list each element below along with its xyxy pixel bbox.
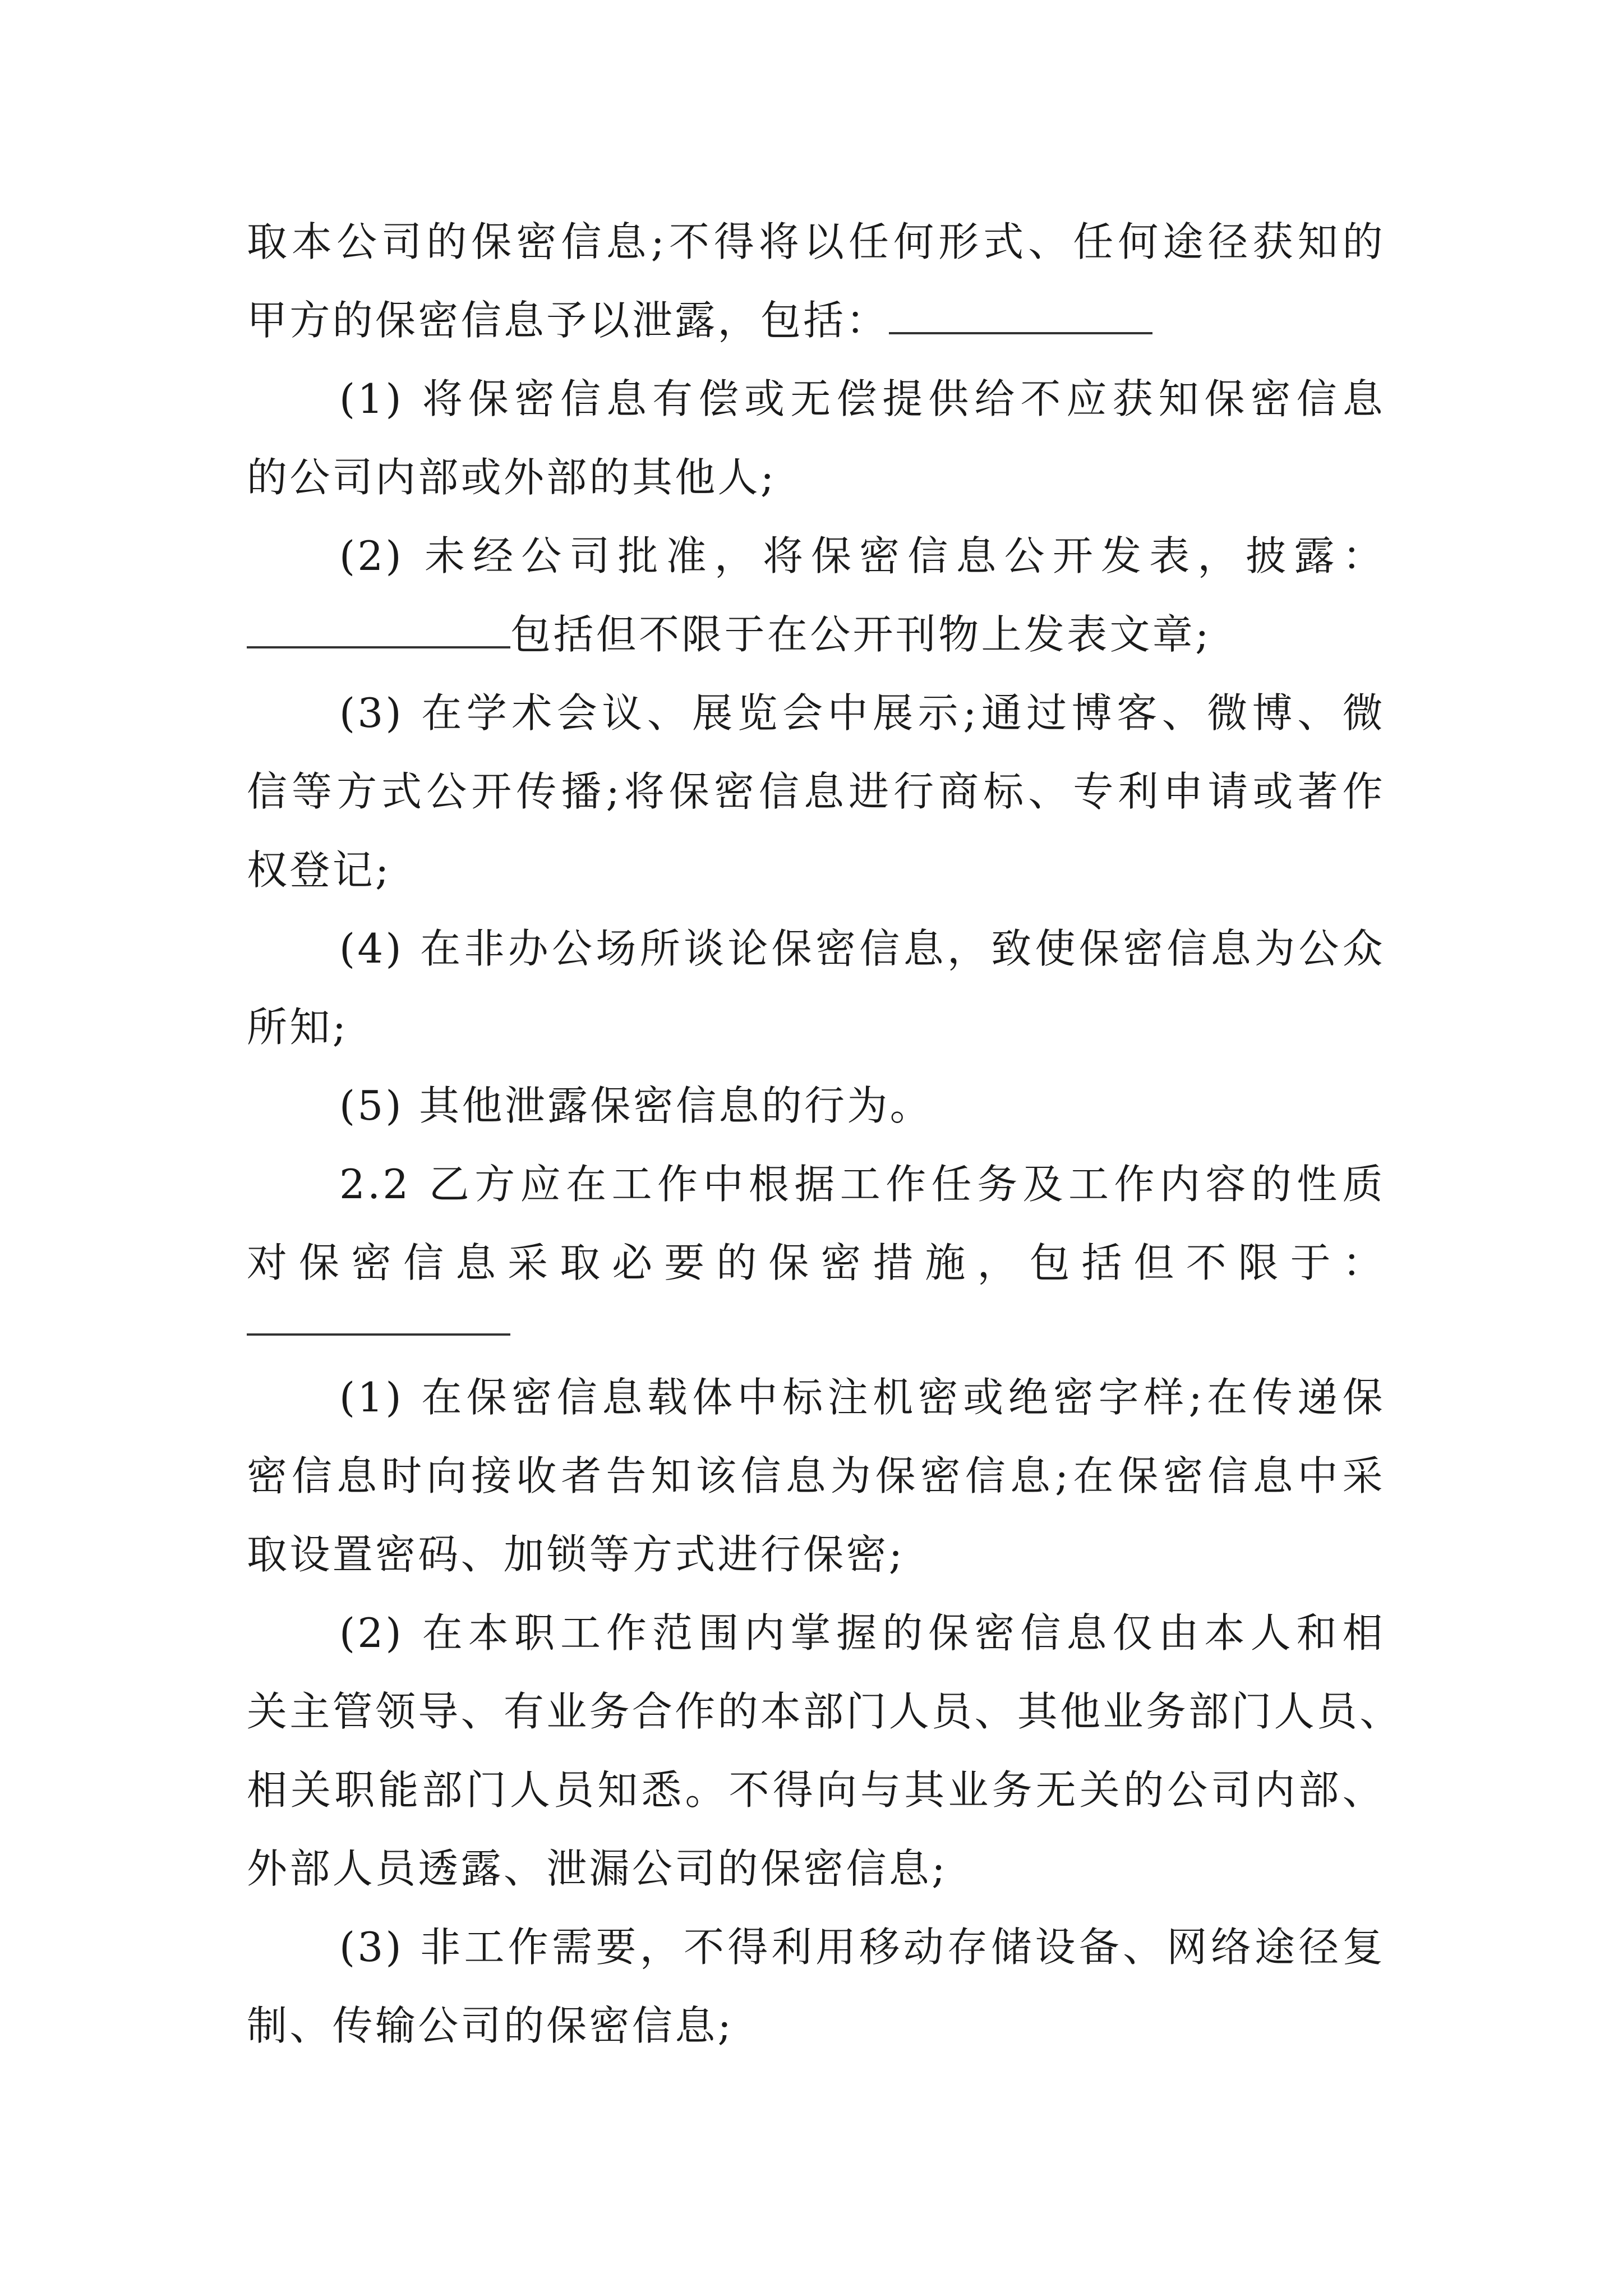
body-line: 对保密信息采取必要的保密措施，包括但不限于： [247,1239,1385,1286]
body-line: 制、传输公司的保密信息; [247,2002,734,2049]
list-item-2: (2) 在本职工作范围内掌握的保密信息仅由本人和相 [339,1609,1385,1657]
list-item-4: (4) 在非办公场所谈论保密信息，致使保密信息为公众 [339,925,1385,972]
list-item-5: (5) 其他泄露保密信息的行为。 [339,1082,933,1129]
list-item-2: (2) 未经公司批准，将保密信息公开发表，披露： [339,532,1385,579]
body-line: 外部人员透露、泄漏公司的保密信息; [247,1845,948,1892]
list-item-1: (1) 将保密信息有偿或无偿提供给不应获知保密信息 [339,375,1385,422]
fill-in-blank [889,330,1152,334]
body-line: 信等方式公开传播;将保密信息进行商标、专利申请或著作 [247,768,1385,815]
body-line: 密信息时向接收者告知该信息为保密信息;在保密信息中采 [247,1452,1385,1499]
list-item-3: (3) 非工作需要，不得利用移动存储设备、网络途径复 [339,1924,1385,1971]
body-line: 的公司内部或外部的其他人; [247,454,777,501]
body-line [247,611,1211,658]
list-item-1: (1) 在保密信息载体中标注机密或绝密字样;在传递保 [339,1374,1385,1421]
body-line: 权登记; [247,846,391,894]
body-line: 关主管领导、有业务合作的本部门人员、其他业务部门人员、 [247,1688,1403,1735]
body-line: 取设置密码、加锁等方式进行保密; [247,1531,905,1578]
body-line: 所知; [247,1004,349,1051]
body-text: 包括但不限于在公开刊物上发表文章; [510,611,1211,658]
body-text: 甲方的保密信息予以泄露，包括： [247,297,889,344]
fill-in-blank [247,644,510,648]
body-line [247,297,1152,344]
clause-2-2: 2.2 乙方应在工作中根据工作任务及工作内容的性质 [339,1161,1385,1208]
list-item-3: (3) 在学术会议、展览会中展示;通过博客、微博、微 [339,689,1385,737]
fill-in-blank [247,1333,510,1336]
body-line: 相关职能部门人员知悉。不得向与其业务无关的公司内部、 [247,1766,1385,1814]
body-line: 取本公司的保密信息;不得将以任何形式、任何途径获知的 [247,218,1385,265]
